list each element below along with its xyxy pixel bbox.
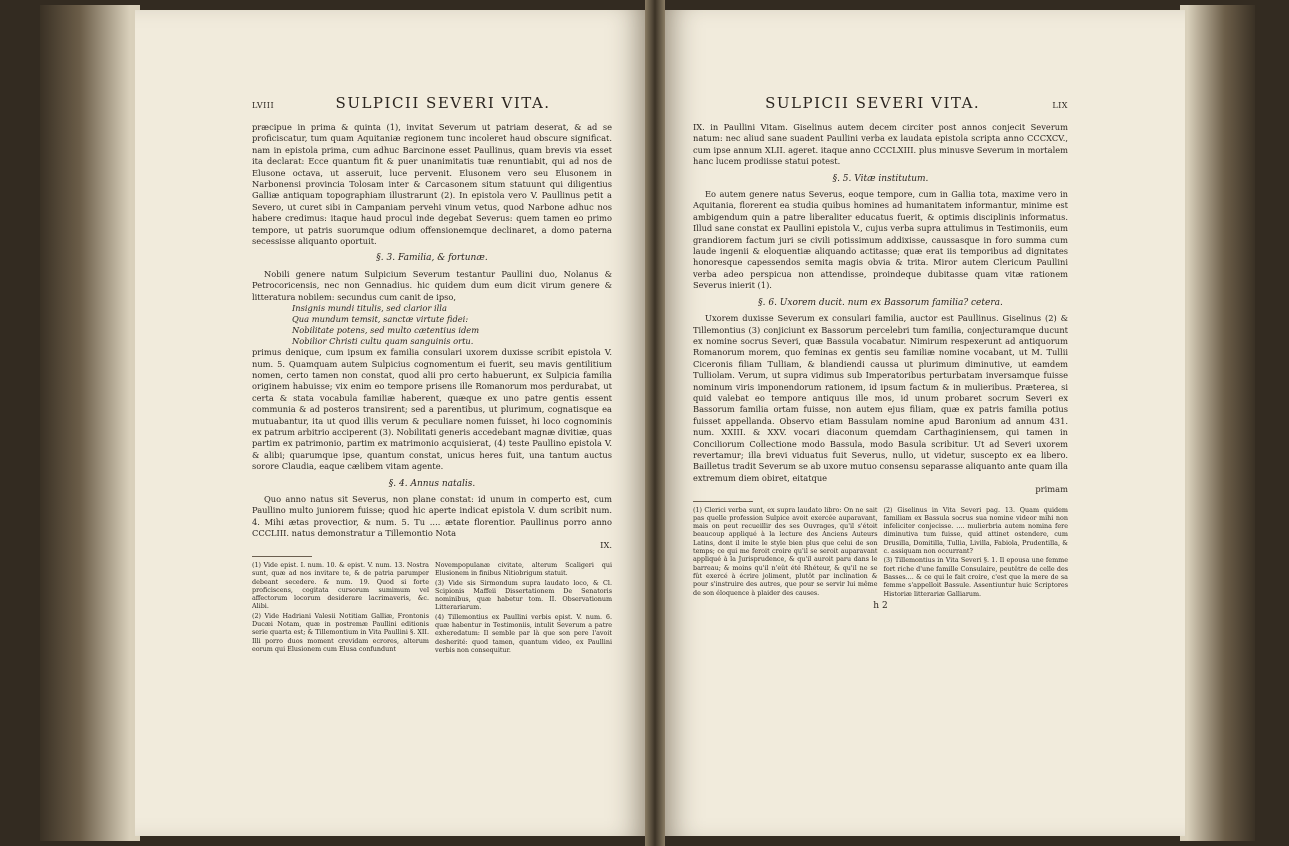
left-page-edges (40, 5, 140, 841)
left-page (135, 10, 650, 836)
verse-line: Nobilitate potens, sed multo cætentius idem (292, 325, 480, 336)
verse-line: Insignis mundi titulis, sed clarior illa (292, 303, 447, 314)
footnote-rule (252, 556, 312, 557)
left-text-column (252, 94, 612, 655)
paragraph: præcipue in prima & quinta (1), invitat Severum ut patriam deserat, & ad se proficiscatur, tum quam Aquitaniæ regionem tunc incoleret haud obscure significat. nam in epistola prima, cum adhuc Barcinone esset Paullinus, quam brevis via esset ita declarat: Ecce quantum fit & puer unanimitatis tuæ renuntiabit, qui ad nos de Elusone octava, ut asseruit, luce pervenit. Elusonem vero seu Elusonem in Narbonensi provincia Tolosam inter & Carcasonem situm statuunt qui diligentius Galliæ antiquam topographiam illustrarunt (2). In epistola vero V. Paullinus petit a Severo, ut curet sibi in Campaniam pervehi vinum vetus, quod Narbone adhuc nos habere credimus: itaque haud procul inde degebat Severus: quem tamen eo primo tempore, ut patris suorumque odium offensionemque declinaret, a domo paterna secessisse aliquanto oportuit. (252, 122, 612, 247)
left-running-head (252, 94, 612, 112)
signature-mark: h 2 (873, 600, 888, 611)
section-heading: §. 5. Vitæ institutum. (832, 173, 929, 184)
right-footnotes (693, 506, 1068, 599)
footnote-column (252, 561, 429, 655)
paragraph: IX. in Paullini Vitam. Giselinus autem decem circiter post annos conjecit Severum natum: nec aliud sane suadent Paullini verba ex laudata epistola scripta anno CCCXCV., cum ipse annum XLII. ageret. itaque anno CCCLXIII. plus minusve Severum in mortalem hanc lucem prodiisse statui potest. (693, 122, 1068, 167)
left-body-text (252, 122, 612, 551)
section-heading: §. 6. Uxorem ducit. num ex Bassorum familia? cetera. (758, 297, 1003, 308)
footnote: (1) Clerici verba sunt, ex supra laudato libro: On ne sait pas quelle profession Sulpice avoit exercée auparavant, mais on peut recueillir des ses Ouvrages, qu'il s'étoit beaucoup appliqué à la lecture des Anciens Auteurs Latins, dont il imite le style bien plus que celui de son temps; ce qui me feroit croire qu'il se seroit auparavant appliqué à la Jurisprudence, & qu'il auroit paru dans le barreau; & moins qu'il n'eût été Rhéteur, & qu'il ne se fût exercé à écrire joliment, plutôt par inclination & pour s'instruire des autres, que pour se servir lui même de son éloquence à plaider des causes. (693, 505, 878, 597)
verse-quotation (252, 303, 612, 347)
paragraph: Nobili genere natum Sulpicium Severum testantur Paullini duo, Nolanus & Petrocoricensis, nec non Gennadius. hic quidem dum eum dicit virum genere & litteratura nobilem: secundus cum canit de ipso, (252, 268, 612, 302)
footnote-column (435, 561, 612, 655)
left-running-title: SULPICII SEVERI VITA. (335, 94, 551, 112)
footnote: Novempopulanæ civitate, alterum Scaligeri qui Elusionem in finibus Nitiobrigum statuit. (435, 561, 612, 578)
section-heading: §. 3. Familia, & fortunæ. (376, 253, 488, 264)
right-text-column (693, 94, 1068, 611)
paragraph: primus denique, cum ipsum ex familia consulari uxorem duxisse scribit epistola V. num. 5. Quamquam autem Sulpicius cognomentum ei fuerit, seu mavis gentilitium nomen, certo tamen non constat, quod alii pro certo habuerunt, ex Sulpicia familia originem habuisse; vix enim eo tempore prisens ille Romanorum mos perdurabat, ut certa & stata vocabula familiæ haberent, quæque ex uno patre gentis essent communia & ad posteros transirent; sed a parentibus, ut plurimum, cognatisque ea mutuabantur, ita ut quod illis verum & peculiare nomen fuisset, hi loco cognominis ex patrum arbitrio acciperent (3). Nobilitati generis accedebant magnæ divitiæ, quas partim ex patrimonio, partim ex matrimonio acquisierat, (4) teste Paullino epistola V. & alibi; quarumque ipse, quantum constat, unicus heres fuit, una tantum auctus sorore Claudia, eaque cælibem vitam agente. (252, 347, 612, 472)
footnote: (3) Vide sis Sirmondum supra laudato loco, & Cl. Scipionis Maffeii Dissertationem De Senatoris nominibus, quæ habetur tom. II. Observationum Litterariarum. (435, 578, 612, 612)
footnote-column (693, 506, 878, 599)
left-footnotes (252, 561, 612, 655)
verse-line: Qua mundum temsit, sanctæ virtute fidei: (292, 314, 469, 325)
footnote: (1) Vide epist. I. num. 10. & epist. V. num. 13. Nostra sunt, quæ ad nos invitare te, & de patria parumper debeant secedere. & num. 19. Quod si forte proficiscens, cogitata cursorum sumimum vel affectorum locorum desiderare lacrimaveris, &c. Alibi. (252, 561, 429, 611)
right-page-edges (1180, 5, 1255, 841)
footnote: (2) Giselinus in Vita Severi pag. 13. Quam quidem familiam ex Bassula socrus sua nomine videor mihi non infeliciter conjecisse. .... mulierbria autem nomina fere diminutiva tum fuisse, quid attinet ostendere, cum Drusilla, Domitilla, Tullia, Livilla, Fabiola, Prudentilla, & c. assiquam non occurrant? (883, 505, 1068, 556)
footnote-rule (693, 501, 753, 502)
right-running-title: SULPICII SEVERI VITA. (765, 94, 981, 112)
footnote: (4) Tillemontius ex Paullini verbis epist. V. num. 6. quæ habentur in Testimoniis, intulit Severum a patre exheredatum: Il semble par là que son pere l'avoit desherité: quod tamen, quantum video, ex Paullini verbis non consequitur. (435, 612, 612, 654)
section-heading: §. 4. Annus natalis. (388, 478, 476, 489)
paragraph: Uxorem duxisse Severum ex consulari familia, auctor est Paullinus. Giselinus (2) & Tillemontius (3) conjiciunt ex Bassorum percelebri tum familia, conjecturamque ducunt ex nomine socrus Severi, quæ Bassula vocabatur. Nimirum respexerunt ad antiquorum Romanorum morem, quo feminas ex gentis seu familiæ nomine vocabant, ut M. Tullii Ciceronis filiam Tulliam, & blandiendi caussa ut plurimum diminutive, ut eamdem Tulliolam. Verum, ut supra vidimus sub Imperatoribus perturbatam inversamque fuisse nominum viris imponendorum rationem, id ipsum factum & in mulieribus. Præterea, si quid valebat eo tempore antiquus ille mos, id unum probaret socrum Severi ex Bassorum familia ortam fuisse, non autem ejus filiam, quæ ex patris familia potius fuisset appellanda. Observo etiam Bassulam nomine apud Baronium ad annum 431. num. XXIII. & XXV. vocari diaconum quemdam Carthaginiensem, qui tamen in Conciliorum Collectione modo Bassula, modo Basula scribitur. Ut ad Severi uxorem revertamur; illa brevi viduatus fuit Severus, nullo, ut videtur, suscepto ex ea libero. Bailletus tradit Severum se ab uxore mutuo consensu separasse aliquanto ante quam illa extremum diem obiret, eitatque (693, 313, 1068, 483)
left-page-number: LVIII (252, 101, 275, 110)
paragraph: Quo anno natus sit Severus, non plane constat: id unum in comperto est, cum Paullino multo juniorem fuisse; quod hic aperte indicat epistola V. dum scribit num. 4. Mihi ætas provectior, & num. 5. Tu .... ætate florentior. Paullinus porro anno CCCLIII. natus demonstratur a Tillemontio Nota (252, 493, 612, 539)
footnote: (2) Vide Hadriani Valesii Notitiam Galliæ, Frontonis Ducæi Notam, quæ in postremæ Paullini editionis serie quarta est; & Tillemontium in Vita Paullini §. XII. Illi porro duos moment crevidam ecrores, alterum eorum qui Elusionem cum Elusa confundunt (252, 611, 429, 653)
right-running-head (693, 94, 1068, 112)
paragraph: Eo autem genere natus Severus, eoque tempore, cum in Gallia tota, maxime vero in Aquitania, florerent ea studia quibus homines ad humanitatem informantur, minime est ambigendum quin a patre liberaliter educatus fuerit, & optimis disciplinis informatus. Illud sane constat ex Paullini epistola V., cujus verba supra attulimus in Testimoniis, eum grandiorem factum juri se civili potissimum addixisse, caussasque in foro summa cum laude ingenii & eloquentiæ aliquando actitasse; quæ erat iis temporibus ad dignitates honoresque capessendos semita magis obvia & trita. Miror autem Clericum Paullini verba adeo perspicua non attendisse, proindeque dubitasse quam vitæ rationem Severus inierit (1). (693, 189, 1068, 291)
footnote: (3) Tillemontius in Vita Severi §. 1. Il epousa une femme fort riche d'une famille Consulaire, peutêtre de celle des Basses.... & ce qui le fait croire, c'est que la mere de sa femme s'appelloit Bassule. Assentiuntur huic Scriptores Historiæ litterariæ Galliarum. (883, 556, 1068, 598)
right-page-number: LIX (1052, 101, 1068, 110)
right-page (660, 10, 1185, 836)
footnote-column (884, 506, 1069, 599)
right-body-text (693, 122, 1068, 496)
catchword: IX. (600, 539, 612, 550)
verse-line: Nobilior Christi cultu quam sanguinis ortu. (292, 336, 474, 347)
catchword: primam (1035, 484, 1068, 495)
book-gutter (645, 0, 665, 846)
